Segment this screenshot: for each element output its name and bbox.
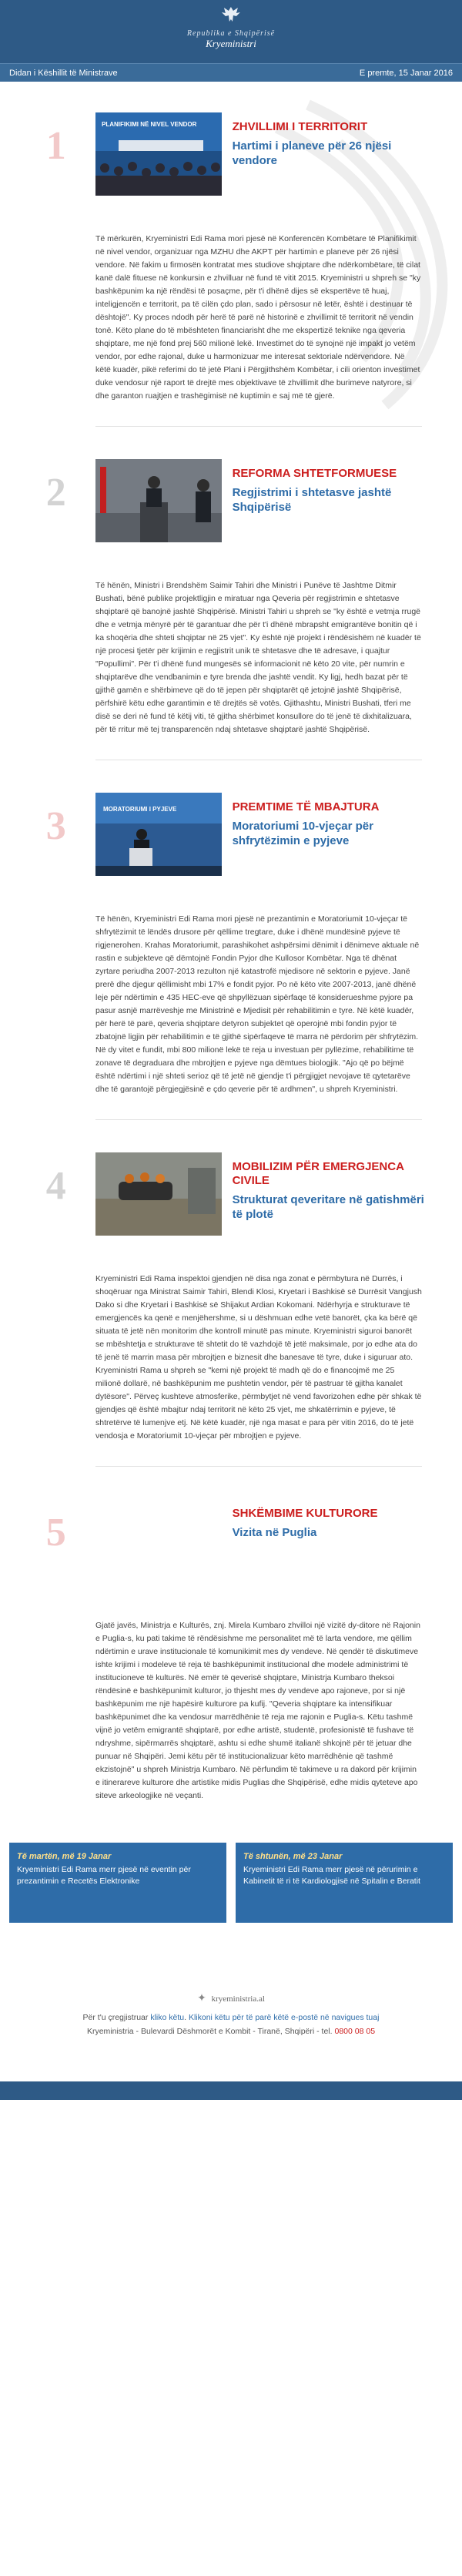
image-placeholder <box>95 1499 222 1582</box>
article-number: 2 <box>45 471 66 515</box>
svg-text:MORATORIUMI I PYJEVE: MORATORIUMI I PYJEVE <box>102 806 176 813</box>
newsletter-body <box>0 82 462 2100</box>
date-label: E premte, 15 Janar 2016 <box>359 68 453 78</box>
article-1 <box>0 112 462 427</box>
unsubscribe-link[interactable]: kliko këtu <box>150 2013 185 2022</box>
article-title-link[interactable]: Regjistrimi i shtetasve jashtë Shqipërisë <box>232 486 392 514</box>
section-heading: MOBILIZIM PËR EMERGJENCA CIVILE <box>232 1160 404 1187</box>
view-in-browser-link[interactable]: Klikoni këtu për të parë këtë e-postë në navigues tuaj <box>188 2013 380 2022</box>
article-list <box>0 82 462 1803</box>
article-title-link[interactable]: Vizita në Puglia <box>232 1526 317 1539</box>
article-5 <box>0 1499 462 1803</box>
email-header <box>0 0 462 63</box>
email-footer <box>0 1992 462 2100</box>
footer-address: Kryeministria - Bulevardi Dëshmorët e Kombit - Tiranë, Shqipëri - tel. <box>86 2027 335 2036</box>
section-heading: REFORMA SHTETFORMUESE <box>232 467 397 480</box>
article-number: 1 <box>45 124 66 168</box>
section-heading: SHKËMBIME KULTURORE <box>232 1507 378 1520</box>
article-body: Të hënën, Ministri i Brendshëm Saimir Tahiri dhe Ministri i Punëve të Jashtme Ditmir Bushati, bënë publike projektligjin e miratuar nga Qeveria për regjistrimin e shtetasve shqiptarë që banojnë jashtë Shqipërisë. Ministri Tahiri u shpreh se "ky është e vetmja rrugë dhe e vetmja mënyrë për të garantuar dhe për t'i dhënë mbrapsht emigrantëve bonitin që i ka shoqëria dhe shteti shqiptar në 25 vjet". Ky është një projekt i rëndësishëm në kuadër të një procesi tjetër për krijimin e regjistrit unik të shtetasve dhe të adresave, i quajtur "Popullimi". Për t'i dhënë fund mungesës së informacionit në këto 20 vite, për numrin e shqiptarëve dhe vendbanimin e tyre brenda dhe jashtë vendit. Ky ligj, hedh bazat për të gjithë gamën e shërbimeve që do të jepen për shqiptarët që jetojnë jashtë Shqipërisë, përfshirë këtu edhe garantimin e të drejtës së votës. Gjithashtu, Ministri Bushati, tferi me disë se deri në fund të këtij viti, të gjitha shërbimet konsullore do të jenë të dixhitalizuara, për të rritur më tej transparencën ndaj shtetasve shqiptarë jashtë Shqipërisë. <box>95 581 421 734</box>
event-text: Kryeministri Edi Rama merr pjesë në eventin për prezantimin e Recetës Elektronike <box>17 1865 191 1886</box>
phone-link[interactable]: 0800 08 05 <box>334 2027 376 2036</box>
site-link[interactable]: kryeministria.al <box>211 1994 265 2004</box>
date-bar <box>0 63 462 82</box>
article-number: 5 <box>45 1511 66 1555</box>
eagle-logo-icon: ✦ <box>197 1993 206 2004</box>
footer-address-line <box>0 2025 462 2038</box>
article-4 <box>0 1152 462 1467</box>
article-title-link[interactable]: Hartimi i planeve për 26 njësi vendore <box>232 139 392 167</box>
header-country: Republika e Shqipërisë <box>186 29 276 38</box>
government-emblem <box>187 5 275 50</box>
article-3 <box>0 793 462 1120</box>
footer-text: Për t'u çregjistruar <box>82 2013 151 2022</box>
article-number: 3 <box>45 804 66 848</box>
divider <box>95 426 422 427</box>
divider <box>95 1119 422 1120</box>
department-label: Didan i Këshillit të Ministrave <box>9 68 118 78</box>
conference-hall-photo[interactable] <box>95 112 222 196</box>
press-conference-photo[interactable] <box>95 459 222 542</box>
event-date: Të martën, më 19 Janar <box>17 1852 112 1861</box>
upcoming-events <box>0 1843 462 1923</box>
moratorium-presentation-photo[interactable] <box>95 793 222 876</box>
article-number: 4 <box>45 1164 66 1208</box>
article-2 <box>0 459 462 760</box>
double-headed-eagle-icon <box>187 5 275 29</box>
article-title-link[interactable]: Moratoriumi 10-vjeçar për shfrytëzimin e pyjeve <box>232 820 373 847</box>
section-heading: PREMTIME TË MBAJTURA <box>232 800 380 813</box>
svg-text:PLANIFIKIMI NË NIVEL VENDOR: PLANIFIKIMI NË NIVEL VENDOR <box>101 121 197 128</box>
flood-rescue-photo[interactable] <box>95 1152 222 1236</box>
article-title-link[interactable]: Strukturat qeveritare në gatishmëri të plotë <box>232 1193 424 1221</box>
event-date: Të shtunën, më 23 Janar <box>243 1852 343 1861</box>
footer-site <box>0 1992 462 2005</box>
section-heading: ZHVILLIMI I TERRITORIT <box>232 120 368 133</box>
event-text: Kryeministri Edi Rama merr pjesë në përurimin e Kabinetit të ri të Kardiologjisë në Spitalin e Beratit <box>243 1865 420 1886</box>
header-title: Kryeministri <box>206 38 256 49</box>
footer-unsubscribe-line <box>0 2011 462 2024</box>
event-card[interactable] <box>9 1843 226 1923</box>
footer-text: . <box>184 2013 189 2022</box>
article-body: Kryeministri Edi Rama inspektoi gjendjen në disa nga zonat e përmbytura në Durrës, i shoqëruar nga Ministrat Saimir Tahiri, Blendi Klosi, Kryetari i Bashkisë së Durrësit Vangjush Dako si dhe Kryetari i Bashkisë së Shijakut Ardian Kokomani. Ndërhyrja e strukturave të emergjencës ka qenë e menjëhershme, si u dëshmuan edhe vetë banorët, çka ka bërë që situata të jetë nën monitorim dhe kontroll minutë pas minute. Kryeministri siguroi banorët se mbështetja e strukturave të shtetit do të vazhdojë të jetë maksimale, por jo edhe ata do të jenë të marrin masa për mbrojtjen e biznesit dhe banesave të tyre, duke i siguruar ato. Kryeministri Rama u shpreh se "kemi një projekt të madh që do e financojmë me 25 milionë dollarë, në bashkëpunim me pushtetin vendor, për të pastruar të gjitha kanalet dytësore". Përveç kushteve atmosferike, përmbytjet në vend favorizohen edhe për shkak të gjendjes që është mbajtur ndaj territorit në këto 25 vjet, me shkatërrimin e pyjeve, të shtretërve të lumenjve etj. Në këtë kuadër, një nga masat e para për vitin 2016, do të jetë vendosja e Moratoriumit 10-vjeçar për mbrojtjen e pyjeve. <box>95 1274 422 1441</box>
article-body: Gjatë javës, Ministrja e Kulturës, znj. Mirela Kumbaro zhvilloi një vizitë dy-ditore në Rajonin e Puglia-s, ku pati takime të rëndësishme me personalitet më të larta vendore, me qëllim ndërtimin e urave institucionale të komunikimit mes dy vendeve. Në qendër të diskutimeve ishte krijimi i modeleve të reja të bashkëpunimit institucional dhe modele administrimi të institucioneve të kulturës. Në emër të qeverisë shqiptare, Ministrja Kumbaro theksoi rëndësinë e bashkëpunimit kulturor, jo thjesht mes dy vendeve apo rajoneve, por si një bashkëpunim me një hapësirë kulturore pa kufij. "Qeveria shqiptare ka intensifikuar bashkëpunimet dhe ka vendosur marrëdhënie të reja me rajonin e Puglia-s. Këtu tashmë vijnë jo vetëm emigrantë shqiptarë, por edhe artistë, studentë, profesionistë të fushave të ndryshme, sipërmarrës shqiptarë, ashtu si edhe shumë italianë shkojnë për të jetuar dhe punuar në Shqipëri. Jemi këtu për të institucionalizuar këto marrëdhënie që tashmë ekzistojnë" u shpreh Ministrja Kumbaro. Në përfundim të takimeve u ra dakord për krijimin e itinerareve kulturore dhe artistike midis Puglias dhe Shqipërisë, edhe midis qyteteve apo siteve arkeologjike në veçanti. <box>95 1621 420 1800</box>
event-card[interactable] <box>236 1843 453 1923</box>
footer-bar <box>0 2081 462 2100</box>
article-body: Të hënën, Kryeministri Edi Rama mori pjesë në prezantimin e Moratoriumit 10-vjeçar të shfrytëzimit të lëndës drusore për qëllime tregtare, duke i dhënë mundësinë pyjeve të rigjenerohen. Krahas Moratoriumit, parashikohet ashpërsimi dënimit i dënimeve aktuale në rastin e subjekteve që dëmtojnë Fondin Pyjor dhe Kullosor Kombëtar. Nga të dhënat zyrtare periudha 2007-2013 rezulton një katastrofë mjedisore në sektorin e pyjeve. Janë prerë dhe djegur qëllimisht mbi 17% e fondit pyjor. Po në këto vite 2007-2013, janë dhënë leje për ndërtimin e 435 HEC-eve që shpyllëzuan sipërfaqe të konsiderueshme pyjore pa pasur asnjë marrëveshje me Ministrinë e Mjedisit për rehabilitimin e tyre. Në këtë kuadër, për herë të parë, qeveria shqiptare detyron subjektet që operojnë mbi fondin pyjor të zbatojnë ligjin për rehabilitimin e të gjithë sipërfaqeve të marra në përdorim për shfrytëzim. Në dy vitet e fundit, mbi 800 milionë lekë të reja u investuan për pyllëzime, rehabilitime të zonave të degraduara dhe mbrojtjen e pyjeve nga dëmtues biologjik. "Ajo që po bëjmë është ndërtimi i një shteti serioz që të jetë në gjendje t'i përgjigjet nevojave të qytetarëve dhe të garantojë përgjegjësinë e çdo qeverie për të ardhmen", u shpreh Kryeministri. <box>95 914 420 1094</box>
article-body: Të mërkurën, Kryeministri Edi Rama mori pjesë në Konferencën Kombëtare të Planifikimit në nivel vendor, organizuar nga MZHU dhe AKPT për hartimin e planeve për 26 njësi vendore. Në fakim u firmosën kontratat mes studiove shqiptare dhe ndërkombëtare, të cilat kanë dalë fituese në konkursin e zhvilluar në fund të vitit 2015. Kryeministri u shpreh se "ky bashkëpunim ka një rëndësi të posaçme, për t'i dhënë dijes së ekspertëve të huaj, inteligjencën e territorit, pa të cilën çdo plan, sado i përsosur në letër, është i destinuar të dështojë". Ky proces ndodh për herë të parë në historinë e zhvillimit të territorit në vendin tonë. Këto plane do të mbështeten financiarisht dhe me ekspertizë teknike nga qeveria shqiptare, me një fond prej 560 milionë lekë. Investimet do të synojnë një impakt jo vetëm vendor, por edhe rajonal, duke u harmonizuar me interesat sektoriale ndërvendore. Në këtë kuadër, pikë referimi do të jetë Plani i Përgjithshëm Kombëtar, i cili orienton investimet duke vendosur një raport të drejtë mes objektivave të zhvillimit dhe burimeve natyrore, si dhe garanton ruajtjen e trashëgimisë në kuptimin e saj më të gjerë. <box>95 234 421 401</box>
divider <box>95 1466 422 1467</box>
